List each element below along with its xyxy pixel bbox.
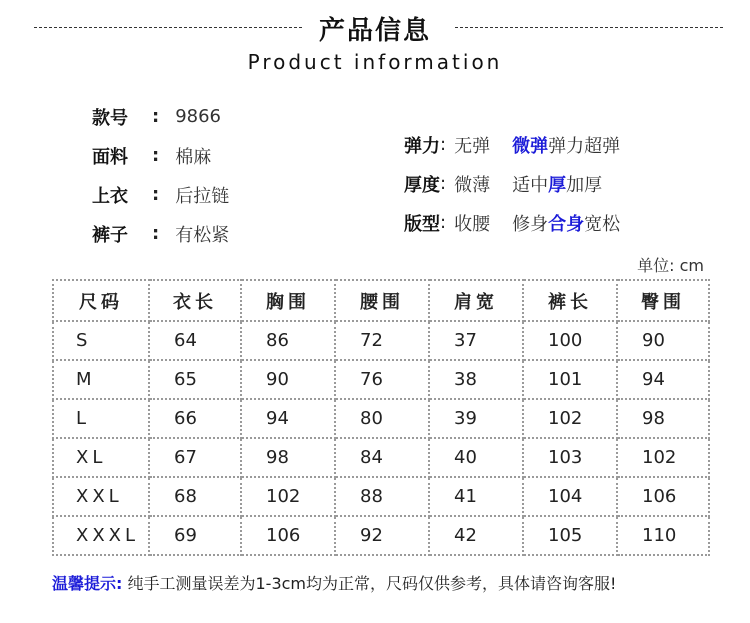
header-chest: 胸围: [241, 280, 335, 321]
info-value: 后拉链: [175, 185, 230, 207]
table-row: [53, 321, 709, 360]
option-no-stretch: 无弹: [454, 135, 491, 157]
tip-note: [52, 571, 616, 594]
cell-size: XXL: [53, 477, 149, 516]
cell-value: 98: [617, 399, 709, 438]
option-regular: 合身: [548, 213, 585, 235]
cell-value: 103: [523, 438, 617, 477]
page-title: 产品信息: [318, 16, 431, 46]
option-super-stretch: 超弹: [584, 135, 621, 157]
cell-value: 90: [241, 360, 335, 399]
section-header: [0, 0, 750, 90]
product-basic-info: [92, 97, 229, 253]
cell-value: 90: [617, 321, 709, 360]
cell-value: 37: [429, 321, 523, 360]
product-properties: [404, 125, 620, 242]
colon: :: [152, 184, 160, 205]
option-stretch: 弹力: [548, 135, 585, 157]
cell-value: 104: [523, 477, 617, 516]
property-thickness: [404, 164, 620, 203]
option-waisted: 收腰: [454, 213, 491, 235]
unit-label: 单位: cm: [637, 256, 704, 275]
cell-value: 76: [335, 360, 429, 399]
table-row: [53, 516, 709, 555]
header-hip: 臀围: [617, 280, 709, 321]
info-value: 9866: [175, 106, 222, 127]
cell-value: 66: [149, 399, 241, 438]
colon: :: [440, 134, 447, 155]
colon: :: [152, 223, 160, 244]
info-key: 裤子: [92, 224, 128, 246]
cell-value: 65: [149, 360, 241, 399]
info-row-style-number: [92, 97, 229, 136]
cell-value: 106: [617, 477, 709, 516]
cell-value: 38: [429, 360, 523, 399]
property-elasticity: [404, 125, 620, 164]
cell-size: XXXL: [53, 516, 149, 555]
cell-value: 101: [523, 360, 617, 399]
cell-value: 98: [241, 438, 335, 477]
cell-value: 84: [335, 438, 429, 477]
cell-value: 39: [429, 399, 523, 438]
cell-value: 88: [335, 477, 429, 516]
info-row-top: [92, 175, 229, 214]
table-row: [53, 438, 709, 477]
cell-value: 92: [335, 516, 429, 555]
cell-value: 106: [241, 516, 335, 555]
info-key: 面料: [92, 146, 128, 168]
info-key: 款号: [92, 107, 128, 129]
cell-value: 68: [149, 477, 241, 516]
property-key: 版型: [404, 213, 440, 235]
option-slim: 修身: [512, 213, 549, 235]
header-size: 尺码: [53, 280, 149, 321]
cell-value: 94: [617, 360, 709, 399]
table-row: [53, 360, 709, 399]
cell-value: 102: [241, 477, 335, 516]
header-pants-length: 裤长: [523, 280, 617, 321]
cell-value: 110: [617, 516, 709, 555]
cell-size: L: [53, 399, 149, 438]
table-row: [53, 477, 709, 516]
size-table: [52, 279, 710, 556]
cell-size: M: [53, 360, 149, 399]
property-key: 厚度: [404, 174, 440, 196]
cell-value: 69: [149, 516, 241, 555]
cell-value: 102: [523, 399, 617, 438]
cell-value: 100: [523, 321, 617, 360]
cell-value: 72: [335, 321, 429, 360]
colon: :: [440, 173, 447, 194]
table-row: [53, 399, 709, 438]
cell-value: 41: [429, 477, 523, 516]
option-medium: 适中: [512, 174, 549, 196]
option-extra-thick: 加厚: [566, 174, 603, 196]
cell-value: 64: [149, 321, 241, 360]
info-value: 有松紧: [175, 224, 230, 246]
property-key: 弹力: [404, 135, 440, 157]
info-row-pants: [92, 214, 229, 253]
cell-size: XL: [53, 438, 149, 477]
option-loose: 宽松: [584, 213, 621, 235]
table-header-row: [53, 280, 709, 321]
option-thick: 厚: [548, 174, 567, 196]
cell-value: 94: [241, 399, 335, 438]
cell-value: 105: [523, 516, 617, 555]
cell-value: 42: [429, 516, 523, 555]
info-value: 棉麻: [175, 146, 212, 168]
colon: :: [440, 212, 447, 233]
cell-value: 86: [241, 321, 335, 360]
info-key: 上衣: [92, 185, 128, 207]
cell-value: 40: [429, 438, 523, 477]
cell-size: S: [53, 321, 149, 360]
cell-value: 80: [335, 399, 429, 438]
option-thin: 微薄: [454, 174, 491, 196]
cell-value: 67: [149, 438, 241, 477]
property-fit: [404, 203, 620, 242]
colon: :: [152, 145, 160, 166]
option-slight-stretch: 微弹: [512, 135, 549, 157]
header-shoulder: 肩宽: [429, 280, 523, 321]
tip-label: 温馨提示:: [52, 574, 123, 593]
colon: :: [152, 106, 160, 127]
page-subtitle: Product information: [247, 50, 503, 74]
cell-value: 102: [617, 438, 709, 477]
info-row-fabric: [92, 136, 229, 175]
header-waist: 腰围: [335, 280, 429, 321]
header-length: 衣长: [149, 280, 241, 321]
tip-text: 纯手工测量误差为1-3cm均为正常，尺码仅供参考，具体请咨询客服!: [127, 574, 617, 593]
